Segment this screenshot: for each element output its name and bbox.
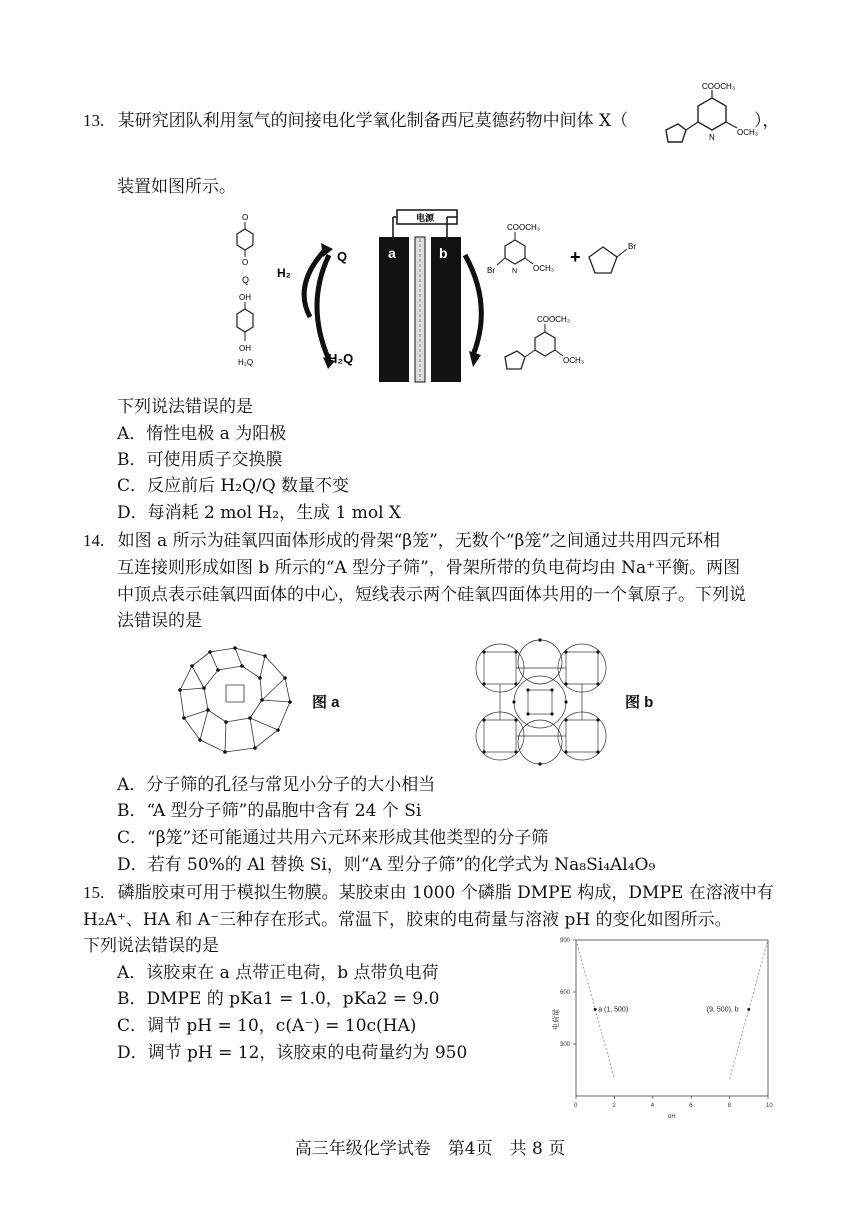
q13-option-a: A．惰性电极 a 为阳极: [117, 424, 287, 444]
q13-prompt: 下列说法错误的是: [117, 397, 253, 417]
x-tick-label: 4: [650, 1103, 655, 1109]
plus-sign: +: [570, 247, 581, 267]
r2-br-label: Br: [628, 242, 636, 251]
quinone-q-label: Q: [242, 275, 250, 285]
q13-stem-end: ），: [754, 111, 780, 131]
plot-frame: [576, 940, 768, 1096]
charge-vs-ph-chart: [548, 932, 780, 1118]
q13-option-d: D．每消耗 2 mol H₂，生成 1 mol X: [117, 503, 402, 523]
annotation-a: a (1, 500): [598, 1006, 629, 1014]
point-b: [747, 1008, 750, 1011]
x-tick-label: 2: [612, 1103, 616, 1109]
x-tick-label: 0: [574, 1103, 578, 1109]
r1-coome-label: COOCH₃: [507, 223, 541, 232]
hq-oh-top: OH: [239, 293, 251, 302]
fig-b-label: 图 b: [625, 694, 654, 711]
q14-option-d: D．若有 50%的 Al 替换 Si，则“A 型分子筛”的化学式为 Na₈Si₄Al₄O₉: [117, 855, 656, 875]
page-footer: 高三年级化学试卷 第4页 共 8 页: [294, 1139, 566, 1159]
electrode-b-label: b: [439, 245, 448, 261]
hydroquinone-structure: [237, 293, 253, 367]
p-och3-label: OCH₃: [563, 356, 585, 365]
compound-x-structure: [640, 78, 760, 158]
quinone-o-bottom: O: [242, 258, 249, 267]
bromopyridine-structure: [487, 223, 554, 275]
electrode-a-label: a: [388, 245, 396, 261]
q15-line1: [83, 882, 774, 904]
q13-stem-line2: 装置如图所示。: [117, 177, 236, 197]
r1-br-label: Br: [487, 266, 495, 275]
hq-h2q-label: H₂Q: [238, 358, 254, 367]
power-label: 电源: [416, 213, 435, 223]
q13-option-b: B．可使用质子交换膜: [117, 450, 283, 470]
r1-n-label: N: [512, 268, 518, 275]
q14-number: 14.: [83, 531, 105, 550]
h2-label: H₂: [277, 266, 291, 280]
y-tick-label: 300: [560, 1042, 571, 1048]
q15-stem-1: H₂A⁺、HA 和 A⁻三种存在形式。常温下，胶束的电荷量与溶液 pH 的变化如图所示。: [83, 910, 732, 930]
product-x-structure: [505, 315, 584, 369]
x-n-label: N: [709, 133, 715, 142]
q13-stem: 某研究团队利用氢气的间接电化学氧化制备西尼莫德药物中间体 X（: [117, 111, 629, 131]
y-axis-label: 电荷量: [553, 1009, 560, 1030]
x-och3-label: OCH₃: [737, 128, 759, 137]
x-tick-label: 8: [727, 1103, 731, 1109]
q15-stem-0: 磷脂胶束可用于模拟生物膜。某胶束由 1000 个磷脂 DMPE 构成，DMPE 在溶液中有: [117, 883, 774, 903]
fig-a-label: 图 a: [312, 694, 340, 711]
quinone-o-top: O: [242, 213, 249, 222]
zeolite-a-figure: [470, 638, 610, 766]
q14-stem-1: 互连接则形成如图 b 所示的“A 型分子筛”，骨架所带的负电荷均由 Na⁺平衡。两图: [117, 558, 741, 578]
q14-stem-0: 如图 a 所示为硅氧四面体形成的骨架“β笼”，无数个“β笼”之间通过共用四元环相: [117, 531, 721, 551]
q15-option-a: A．该胶束在 a 点带正电荷，b 点带负电荷: [117, 963, 439, 983]
electrolysis-apparatus: [225, 205, 645, 390]
q15-option-d: D．调节 pH = 12，该胶束的电荷量约为 950: [117, 1043, 468, 1063]
q-label: Q: [337, 249, 348, 264]
q14-option-c: C．“β笼”还可能通过共用六元环来形成其他类型的分子筛: [117, 828, 549, 848]
y-tick-label: 900: [560, 938, 571, 944]
q14-line1: [83, 530, 720, 552]
x-tick-label: 6: [689, 1103, 693, 1109]
q14-option-a: A．分子筛的孔径与常见小分子的大小相当: [117, 775, 436, 795]
hq-oh-bottom: OH: [239, 344, 251, 353]
x-coome-label: COOCH₃: [702, 82, 736, 91]
q13-line1: [83, 110, 628, 132]
q15-stem-2: 下列说法错误的是: [83, 936, 219, 956]
q15-option-c: C．调节 pH = 10，c(A⁻) = 10c(HA): [117, 1016, 417, 1036]
p-coome-label: COOCH₃: [537, 315, 571, 324]
h2q-label: H₂Q: [328, 351, 354, 366]
quinone-structure: [237, 213, 253, 285]
x-tick-label: 10: [766, 1103, 773, 1109]
q13-option-c: C．反应前后 H₂Q/Q 数量不变: [117, 476, 350, 496]
q14-stem-3: 法错误的是: [117, 611, 202, 631]
q14-option-b: B．“A 型分子筛”的晶胞中含有 24 个 Si: [117, 801, 422, 821]
r1-och3-label: OCH₃: [533, 264, 555, 273]
q14-stem-2: 中顶点表示硅氧四面体的中心，短线表示两个硅氧四面体共用的一个氧原子。下列说: [117, 585, 746, 605]
point-a: [594, 1008, 597, 1011]
annotation-b: (9, 500), b: [706, 1006, 739, 1014]
x-axis-label: pH: [668, 1114, 676, 1118]
q15-option-b: B．DMPE 的 pKa1 = 1.0，pKa2 = 9.0: [117, 989, 440, 1009]
q15-number: 15.: [83, 883, 105, 902]
cyclopentyl-bromide-structure: [589, 242, 636, 273]
y-tick-label: 600: [560, 990, 571, 996]
beta-cage-figure: [170, 640, 300, 760]
q13-number: 13.: [83, 111, 105, 130]
